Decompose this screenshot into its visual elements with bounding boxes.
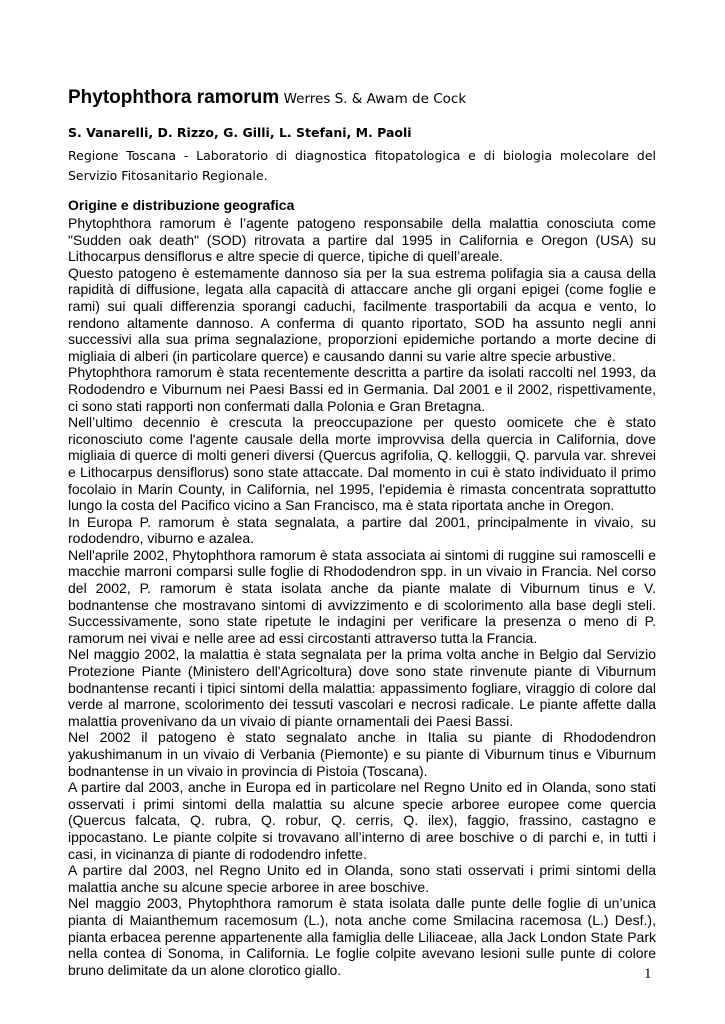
paragraph: Nel maggio 2002, la malattia è stata segnalata per la prima volta anche in Belgio dal Servizio Protezione Piante (Ministero dell'Agricoltura) dove sono state rinvenute piante di Viburnum bodnantense recanti i tipici sintomi della malattia: appassimento fogliare, viraggio di colore dal verde al marrone, scolorimento dei tessuti vascolari e necrosi radicale. Le piante affette dalla malattia provenivano da un vivaio di piante ornamentali dei Paesi Bassi. — [68, 646, 656, 729]
species-authority: Werres S. & Awam de Cock — [283, 91, 467, 107]
document-page — [68, 84, 656, 978]
paragraph: Questo patogeno è estemamente dannoso sia per la sua estrema polifagia sia a causa della rapidità di diffusione, legata alla capacità di attaccare anche gli organi epigei (come foglie e rami) sui quali differenzia sporangi caduchi, facilmente trasportabili da acqua e vento, lo rendono altamente dannoso. A conferma di quanto riportato, SOD ha assunto negli anni successivi alla sua prima segnalazione, proporzioni epidemiche portando a morte decine di migliaia di alberi (in particolare querce) e causando danni su varie altre specie arbustive. — [68, 264, 656, 364]
paragraph: Nell'aprile 2002, Phytophthora ramorum è stata associata ai sintomi di ruggine sui ramoscelli e macchie marroni comparsi sulle foglie di Rhododendron spp. in un vivaio in Francia. Nel corso del 2002, P. ramorum è stata isolata anche da piante malate di Viburnum tinus e V. bodnantense che mostravano sintomi di avvizzimento e di scolorimento alla base degli steli. Successivamente, sono state ripetute le indagini per verificare la presenza o meno di P. ramorum nei vivai e nelle aree ad essi circostanti attraverso tutta la Francia. — [68, 546, 656, 646]
paragraph: Phytophthora ramorum è stata recentemente descritta a partire da isolati raccolti nel 1993, da Rododendro e Viburnum nei Paesi Bassi ed in Germania. Dal 2001 e il 2002, rispettivamente, ci sono stati rapporti non confermati dalla Polonia e Gran Bretagna. — [68, 364, 656, 414]
paragraph: In Europa P. ramorum è stata segnalata, a partire dal 2001, principalmente in vivaio, su rododendro, viburno e azalea. — [68, 513, 656, 547]
paragraph: Nell’ultimo decennio è crescuta la preoccupazione per questo oomicete che è stato riconosciuto come l'agente causale della morte improvvisa della quercia in California, dove migliaia di querce di molti generi diversi (Quercus agrifolia, Q. kelloggii, Q. parvula var. shrevei e Lithocarpus densiflorus) sono state attaccate. Dal momento in cui è stato individuato il primo focolaio in Marin County, in California, nel 1995, l'epidemia è rimasta concentrata soprattutto lungo la costa del Pacifico vicino a San Francisco, ma è stata riportata anche in Oregon. — [68, 414, 656, 514]
page-number: 1 — [644, 966, 652, 982]
paragraph: Phytophthora ramorum è l’agente patogeno responsabile della malattia conosciuta come "Sudden oak death" (SOD) ritrovata a partire dal 1995 in California e Oregon (USA) su Lithocarpus densiflorus e altre specie di querce, tipiche di quell’areale. — [68, 215, 656, 265]
title-line — [68, 84, 656, 113]
paragraph: A partire dal 2003, anche in Europa ed in particolare nel Regno Unito ed in Olanda, sono stati osservati i primi sintomi della malattia su alcune specie arboree europee come quercia (Quercus falcata, Q. rubra, Q. robur, Q. cerris, Q. ilex), faggio, frassino, castagno e ippocastano. Le piante colpite si trovavano all’interno di aree boschive o di parchi e, in tutti i casi, in vicinanza di piante di rododendro infette. — [68, 779, 656, 862]
author-list: S. Vanarelli, D. Rizzo, G. Gilli, L. Stefani, M. Paoli — [68, 125, 412, 140]
affiliation: Regione Toscana - Laboratorio di diagnostica fitopatologica e di biologia molecolare del Servizio Fitosanitario Regionale. — [68, 148, 656, 183]
paragraph: Nel maggio 2003, Phytophthora ramorum è stata isolata dalle punte delle foglie di un’unica pianta di Maianthemum racemosum (L.), nota anche come Smilacina racemosa (L.) Desf.), pianta erbacea perenne appartenente alla famiglia delle Liliaceae, alla Jack London State Park nella contea di Sonoma, in California. Le foglie colpite avevano lesioni sulle punte di colore bruno delimitate da un alone clorotico giallo. — [68, 895, 656, 978]
paragraph: A partire dal 2003, nel Regno Unito ed in Olanda, sono stati osservati i primi sintomi della malattia anche su alcune specie arboree in aree boschive. — [68, 862, 656, 895]
section-heading: Origine e distribuzione geografica — [68, 197, 295, 213]
document-title: Phytophthora ramorum — [68, 87, 280, 108]
paragraph: Nel 2002 il patogeno è stato segnalato anche in Italia su piante di Rhododendron yakushimanum in un vivaio di Verbania (Piemonte) e su piante di Viburnum tinus e Viburnum bodnantense in un vivaio in provincia di Pistoia (Toscana). — [68, 729, 656, 779]
